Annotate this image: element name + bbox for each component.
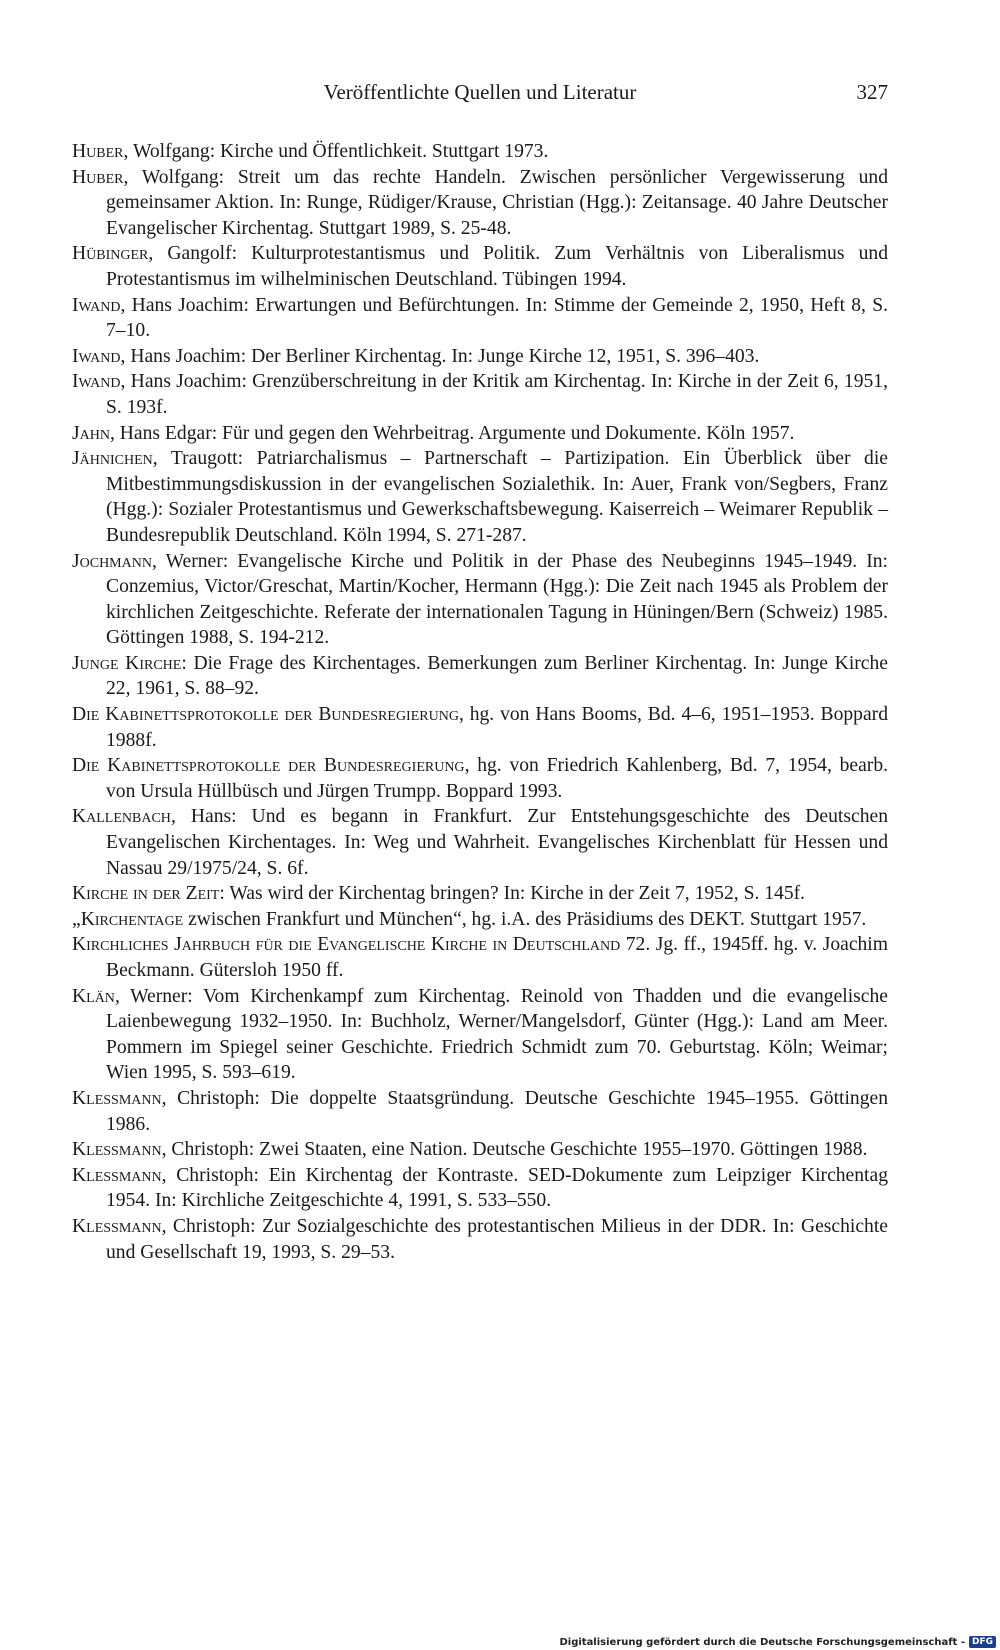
entry-author: Huber [72, 141, 124, 162]
entry-author: „Kirchentage [72, 908, 184, 930]
entry-text: , Werner: Vom Kirchenkampf zum Kirchentag. Reinold von Thadden und die evangelische Laienbewegung 1932–1950. In: Buchholz, Werner/Mangelsdorf, Günter (Hgg.): Land am Meer. Pommern im Spiegel seiner Geschichte. Friedrich Schmidt zum 70. Geburtstag. Köln; Weimar; Wien 1995, S. 593–619. [106, 985, 888, 1084]
bibliography-entry [72, 804, 888, 881]
entry-author: Huber [72, 166, 124, 188]
entry-author: Klessmann [72, 1215, 162, 1237]
entry-text: , Christoph: Zwei Staaten, eine Nation. Deutsche Geschichte 1955–1970. Göttingen 1988. [161, 1139, 868, 1161]
entry-author: Kirchliches Jahrbuch für die Evangelische Kirche in Deutschland [72, 934, 621, 956]
entry-author: Jähnichen [72, 448, 153, 470]
bibliography-entry [72, 907, 888, 933]
bibliography-entry [72, 421, 888, 447]
bibliography-entry [72, 932, 888, 983]
entry-author: Klessmann [72, 1087, 162, 1109]
entry-text: , Hans Edgar: Für und gegen den Wehrbeitrag. Argumente und Dokumente. Köln 1957. [109, 422, 795, 444]
entry-author: Hübinger [72, 243, 149, 265]
bibliography-entry [72, 241, 888, 292]
bibliography-entry [72, 1214, 888, 1265]
running-title: Veröffentlichte Quellen und Literatur [323, 80, 637, 104]
entry-text: , Wolfgang: Kirche und Öffentlichkeit. Stuttgart 1973. [123, 141, 549, 162]
entry-text: 72. Jg. ff., 1945ff. hg. v. Joachim Beckmann. Gütersloh 1950 ff. [106, 934, 888, 981]
entry-text: : Die Frage des Kirchentages. Bemerkungen zum Berliner Kirchentag. In: Junge Kirche 22, 1961, S. 88–92. [106, 652, 888, 700]
entry-author: Klessmann [72, 1164, 162, 1186]
bibliography-entry [72, 165, 888, 242]
bibliography-entry [72, 139, 888, 165]
entry-text: , Gangolf: Kulturprotestantismus und Politik. Zum Verhältnis von Liberalismus und Protestantismus im wilhelminischen Deutschland. Tübingen 1994. [106, 243, 888, 290]
entry-text: , Hans Joachim: Grenzüberschreitung in der Kritik am Kirchentag. In: Kirche in der Zeit 6, 1951, S. 193f. [106, 371, 888, 418]
running-header [72, 80, 888, 110]
footer-text: Digitalisierung gefördert durch die Deutsche Forschungsgemeinschaft - [559, 1636, 965, 1648]
entry-text: , hg. von Hans Booms, Bd. 4–6, 1951–1953. Boppard 1988f. [106, 704, 888, 751]
entry-author: Klessmann [72, 1139, 162, 1161]
entry-author: Iwand [72, 345, 121, 367]
bibliography-entry [72, 1163, 888, 1214]
bibliography-entry [72, 881, 888, 907]
entry-text: , Werner: Evangelische Kirche und Politik in der Phase des Neubeginns 1945–1949. In: Conzemius, Victor/Greschat, Martin/Kocher, Hermann (Hgg.): Die Zeit nach 1945 als Problem der kirchlichen Zeitgeschichte. Referate der internationalen Tagung in Hüningen/Bern (Schweiz) 1985. Göttingen 1988, S. 194-212. [106, 550, 888, 649]
bibliography-entry [72, 1137, 888, 1163]
bibliography-entry [72, 293, 888, 344]
entry-text: : Was wird der Kirchentag bringen? In: Kirche in der Zeit 7, 1952, S. 145f. [219, 883, 806, 905]
bibliography-entry [72, 446, 888, 548]
entry-author: Jahn [72, 422, 110, 444]
entry-author: Jochmann [72, 550, 152, 572]
digitization-footer [555, 1634, 1000, 1650]
bibliography-entry [72, 702, 888, 753]
entry-author: Iwand [72, 371, 121, 393]
entry-text: , hg. von Friedrich Kahlenberg, Bd. 7, 1954, bearb. von Ursula Hüllbüsch und Jürgen Trumpp. Boppard 1993. [106, 755, 889, 802]
bibliography-entry [72, 984, 888, 1086]
entry-text: , Hans Joachim: Der Berliner Kirchentag. In: Junge Kirche 12, 1951, S. 396–403. [120, 345, 760, 367]
bibliography-entry [72, 651, 888, 702]
bibliography-entry [72, 753, 888, 804]
entry-text: zwischen Frankfurt und München“, hg. i.A. des Präsidiums des DEKT. Stuttgart 1957. [183, 908, 867, 930]
bibliography-entry [72, 369, 888, 420]
entry-text: , Hans: Und es begann in Frankfurt. Zur Entstehungsgeschichte des Deutschen Evangelischen Kirchentages. In: Weg und Wahrheit. Evangelisches Kirchenblatt für Hessen und Nassau 29/1975/24, S. 6f. [106, 806, 888, 879]
dfg-logo: DFG [969, 1636, 996, 1648]
bibliography-entry [72, 1086, 888, 1137]
entry-text: , Hans Joachim: Erwartungen und Befürchtungen. In: Stimme der Gemeinde 2, 1950, Heft 8, S. 7–10. [106, 294, 888, 342]
entry-text: , Christoph: Die doppelte Staatsgründung. Deutsche Geschichte 1945–1955. Göttingen 1986. [106, 1087, 888, 1135]
entry-author: Kirche in der Zeit [72, 883, 220, 905]
entry-author: Die Kabinettsprotokolle der Bundesregierung [72, 755, 465, 777]
entry-text: , Christoph: Ein Kirchentag der Kontraste. SED-Dokumente zum Leipziger Kirchentag 1954. In: Kirchliche Zeitgeschichte 4, 1991, S. 533–550. [106, 1164, 888, 1212]
entry-author: Die Kabinettsprotokolle der Bundesregierung [72, 704, 459, 726]
entry-author: Iwand [72, 294, 121, 316]
entry-author: Junge Kirche [72, 652, 182, 674]
entry-text: , Wolfgang: Streit um das rechte Handeln. Zwischen persönlicher Vergewisserung und gemeinsamer Aktion. In: Runge, Rüdiger/Krause, Christian (Hgg.): Zeitansage. 40 Jahre Deutscher Evangelischer Kirchentag. Stuttgart 1989, S. 25-48. [106, 166, 888, 239]
bibliography-entry [72, 344, 888, 370]
entry-author: Klän [72, 985, 115, 1007]
bibliography-entry [72, 549, 888, 651]
bibliography-list [72, 139, 888, 1265]
entry-text: , Traugott: Patriarchalismus – Partnerschaft – Partizipation. Ein Überblick über die Mitbestimmungsdiskussion in der evangelischen Sozialethik. In: Auer, Frank von/Segbers, Franz (Hgg.): Sozialer Protestantismus und Gewerkschaftsbewegung. Kaiserreich – Weimarer Republik – Bundesrepublik Deutschland. Köln 1994, S. 271-287. [106, 448, 888, 546]
entry-author: Kallenbach [72, 806, 171, 828]
entry-text: , Christoph: Zur Sozialgeschichte des protestantischen Milieus in der DDR. In: Geschichte und Gesellschaft 19, 1993, S. 29–53. [106, 1215, 888, 1263]
page-number: 327 [856, 80, 888, 104]
